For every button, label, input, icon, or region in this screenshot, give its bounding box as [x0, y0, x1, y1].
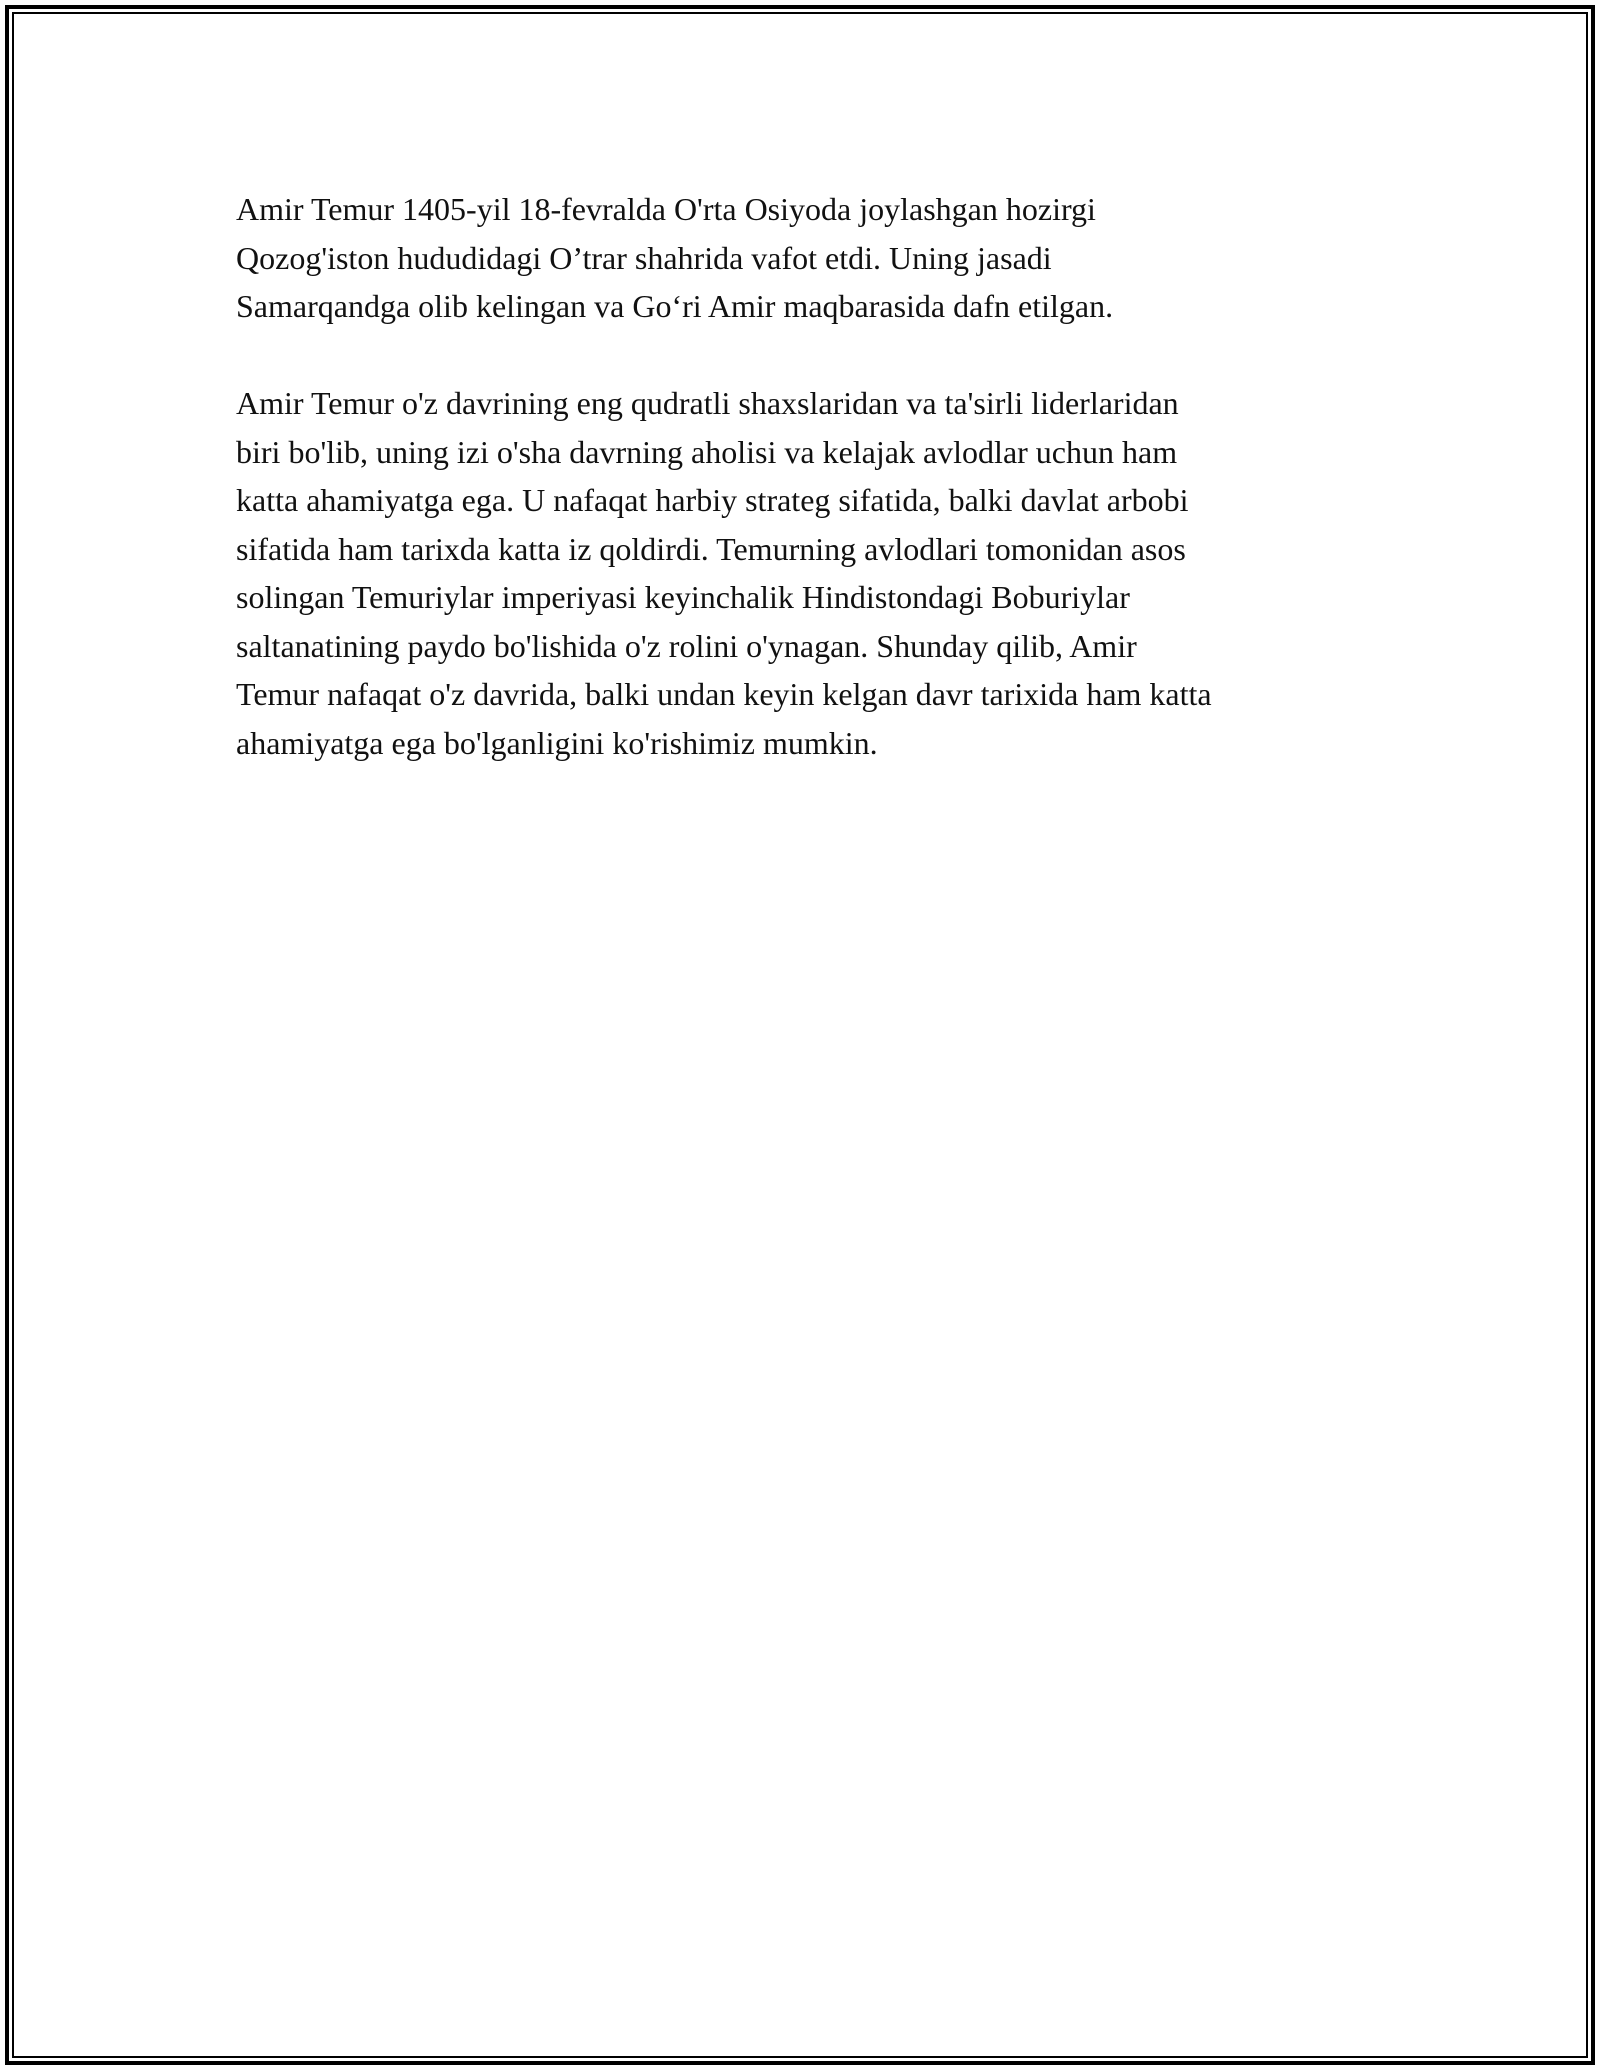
text-line: ahamiyatga ega bo'lganligini ko'rishimiz mumkin.	[236, 724, 878, 761]
text-line: sifatida ham tarixda katta iz qoldirdi. Temurning avlodlari tomonidan asos	[236, 530, 1186, 567]
text-line: Samarqandga olib kelingan va Go‘ri Amir maqbarasida dafn etilgan.	[236, 288, 1114, 324]
text-line: saltanatining paydo bo'lishida o'z rolini o'ynagan. Shunday qilib, Amir	[236, 627, 1137, 664]
text-line: Qozog'iston hududidagi O’trar shahrida vafot etdi. Uning jasadi	[236, 239, 1052, 276]
text-line: katta ahamiyatga ega. U nafaqat harbiy strateg sifatida, balki davlat arbobi	[236, 482, 1189, 518]
paragraph-legacy-of-amir-temur	[236, 379, 1366, 767]
text-line: biri bo'lib, uning izi o'sha davrning aholisi va kelajak avlodlar uchun ham	[236, 433, 1178, 470]
text-line: Temur nafaqat o'z davrida, balki undan keyin kelgan davr tarixida ham katta	[236, 676, 1212, 712]
paragraph-death-of-amir-temur	[236, 185, 1366, 331]
text-line: Amir Temur o'z davrining eng qudratli shaxslaridan va ta'sirli liderlaridan	[236, 385, 1179, 421]
text-line: Amir Temur 1405-yil 18-fevralda O'rta Osiyoda joylashgan hozirgi	[236, 191, 1096, 227]
document-body	[236, 185, 1366, 816]
text-line: solingan Temuriylar imperiyasi keyinchalik Hindistondagi Boburiylar	[236, 579, 1130, 615]
